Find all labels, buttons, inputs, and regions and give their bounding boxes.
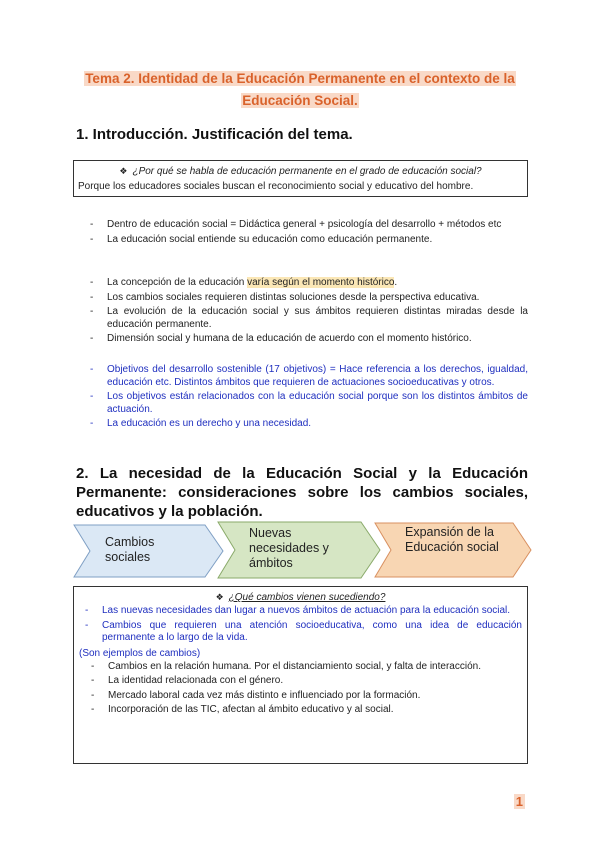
title-line-2: Educación Social. <box>242 93 358 108</box>
list-item: - Dentro de educación social = Didáctica general + psicología del desarrollo + métodos etc <box>90 219 528 232</box>
changes-black-list <box>91 661 522 717</box>
changes-question-text: ¿Qué cambios vienen sucediendo? <box>228 592 386 603</box>
chevron-label: Cambios sociales <box>105 535 155 564</box>
highlighted-text: varía según el momento histórico <box>247 277 395 288</box>
list-item: - La concepción de la educación varía según el momento histórico. <box>90 277 528 290</box>
examples-label: (Son ejemplos de cambios) <box>79 647 201 659</box>
question-box <box>73 160 528 197</box>
list-item: - Los cambios sociales requieren distintas soluciones desde la perspectiva educativa. <box>90 292 528 305</box>
list-item: - La evolución de la educación social y sus ámbitos requieren distintas miradas desde la educación permanente. <box>90 306 528 331</box>
question-text: ¿Por qué se habla de educación permanente en el grado de educación social? <box>132 166 482 177</box>
list-item: - Mercado laboral cada vez más distinto e influenciado por la formación. <box>91 690 522 703</box>
chevron-label: Expansión de la Educación social <box>405 525 499 554</box>
intro-list-3 <box>90 364 528 433</box>
list-item: - La identidad relacionada con el género. <box>91 675 522 688</box>
list-item: - Cambios en la relación humana. Por el distanciamiento social, y falta de interacción. <box>91 661 522 674</box>
intro-list-1 <box>90 219 528 248</box>
list-item: - La educación es un derecho y una necesidad. <box>90 418 528 431</box>
list-item: - Cambios que requieren una atención socioeducativa, como una idea de educación permanente a lo largo de la vida. <box>85 620 522 645</box>
list-item: - Los objetivos están relacionados con la educación social porque son los distintos ámbitos de actuación. <box>90 391 528 416</box>
changes-blue-list <box>85 605 522 645</box>
document-title <box>60 68 540 112</box>
list-item: - Incorporación de las TIC, afectan al ámbito educativo y al social. <box>91 704 522 717</box>
intro-list-2 <box>90 277 528 348</box>
section-1-heading: 1. Introducción. Justificación del tema. <box>76 126 353 143</box>
list-item: - Las nuevas necesidades dan lugar a nuevos ámbitos de actuación para la educación social. <box>85 605 522 618</box>
title-line-1: Tema 2. Identidad de la Educación Permanente en el contexto de la <box>85 71 515 86</box>
diamond-bullet-icon: ❖ <box>119 166 128 176</box>
list-item: - Dimensión social y humana de la educación de acuerdo con el momento histórico. <box>90 333 528 346</box>
list-item: - La educación social entiende su educación como educación permanente. <box>90 234 528 247</box>
page-number: 1 <box>515 794 523 809</box>
question-line <box>78 164 523 179</box>
process-chevrons <box>73 520 533 582</box>
chevron-label: Nuevas necesidades y ámbitos <box>249 526 329 570</box>
answer-text: Porque los educadores sociales buscan el reconocimiento social y educativo del hombre. <box>78 181 474 192</box>
list-item: - Objetivos del desarrollo sostenible (17 objetivos) = Hace referencia a los derechos, igualdad, educación etc. Distintos ámbitos que requieren de actuaciones socioeducativas y otros. <box>90 364 528 389</box>
changes-box <box>73 586 528 764</box>
changes-question <box>79 590 522 605</box>
diamond-bullet-icon: ❖ <box>215 592 224 602</box>
section-2-heading: 2. La necesidad de la Educación Social y la Educación Permanente: consideraciones sobre los cambios sociales, educativos y la población. <box>76 465 528 520</box>
